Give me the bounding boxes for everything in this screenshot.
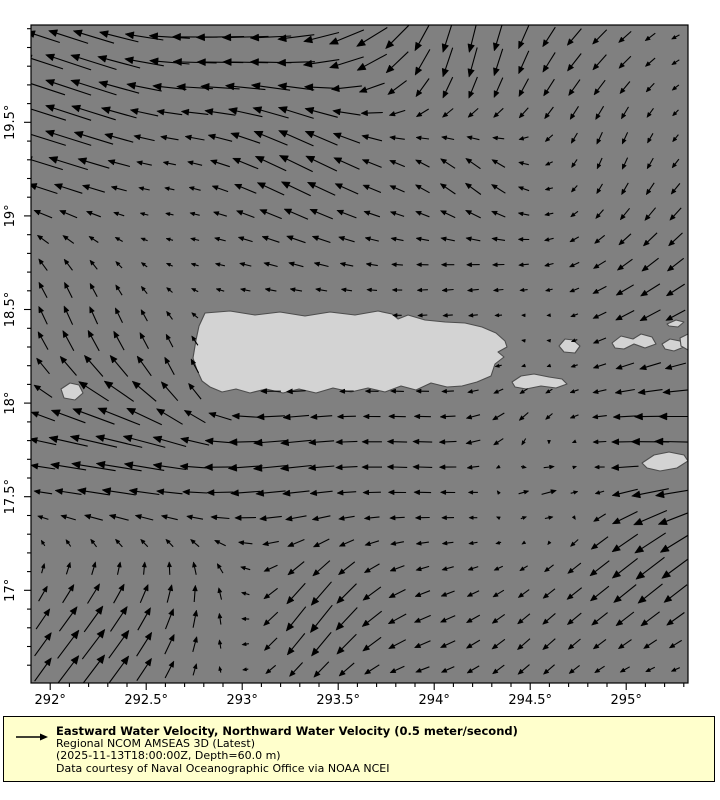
x-tick-label: 292°: [34, 693, 66, 708]
legend-credit-line: Data courtesy of Naval Oceanographic Office via NOAA NCEI: [56, 761, 390, 775]
y-tick-label: 18.5°: [3, 291, 18, 328]
x-tick-label: 294.5°: [508, 693, 553, 708]
y-tick-label: 17.5°: [3, 478, 18, 515]
legend-model-line: Regional NCOM AMSEAS 3D (Latest): [56, 736, 255, 750]
x-tick-label: 293.5°: [316, 693, 361, 708]
x-tick-label: 294°: [418, 693, 450, 708]
island-puerto_rico: [193, 311, 507, 393]
y-tick-label: 17°: [3, 578, 18, 602]
x-tick-label: 293°: [226, 693, 258, 708]
legend-title: Eastward Water Velocity, Northward Water Velocity (0.5 meter/second): [56, 724, 518, 738]
y-tick-label: 19°: [3, 204, 18, 228]
y-tick-label: 19.5°: [3, 104, 18, 141]
reference-arrow-icon: [14, 731, 50, 743]
x-tick-label: 292.5°: [124, 693, 169, 708]
legend-box: [3, 716, 715, 782]
x-tick-label: 295°: [610, 693, 642, 708]
legend-time-depth-line: (2025-11-13T18:00:00Z, Depth=60.0 m): [56, 749, 281, 763]
y-tick-label: 18°: [3, 391, 18, 415]
